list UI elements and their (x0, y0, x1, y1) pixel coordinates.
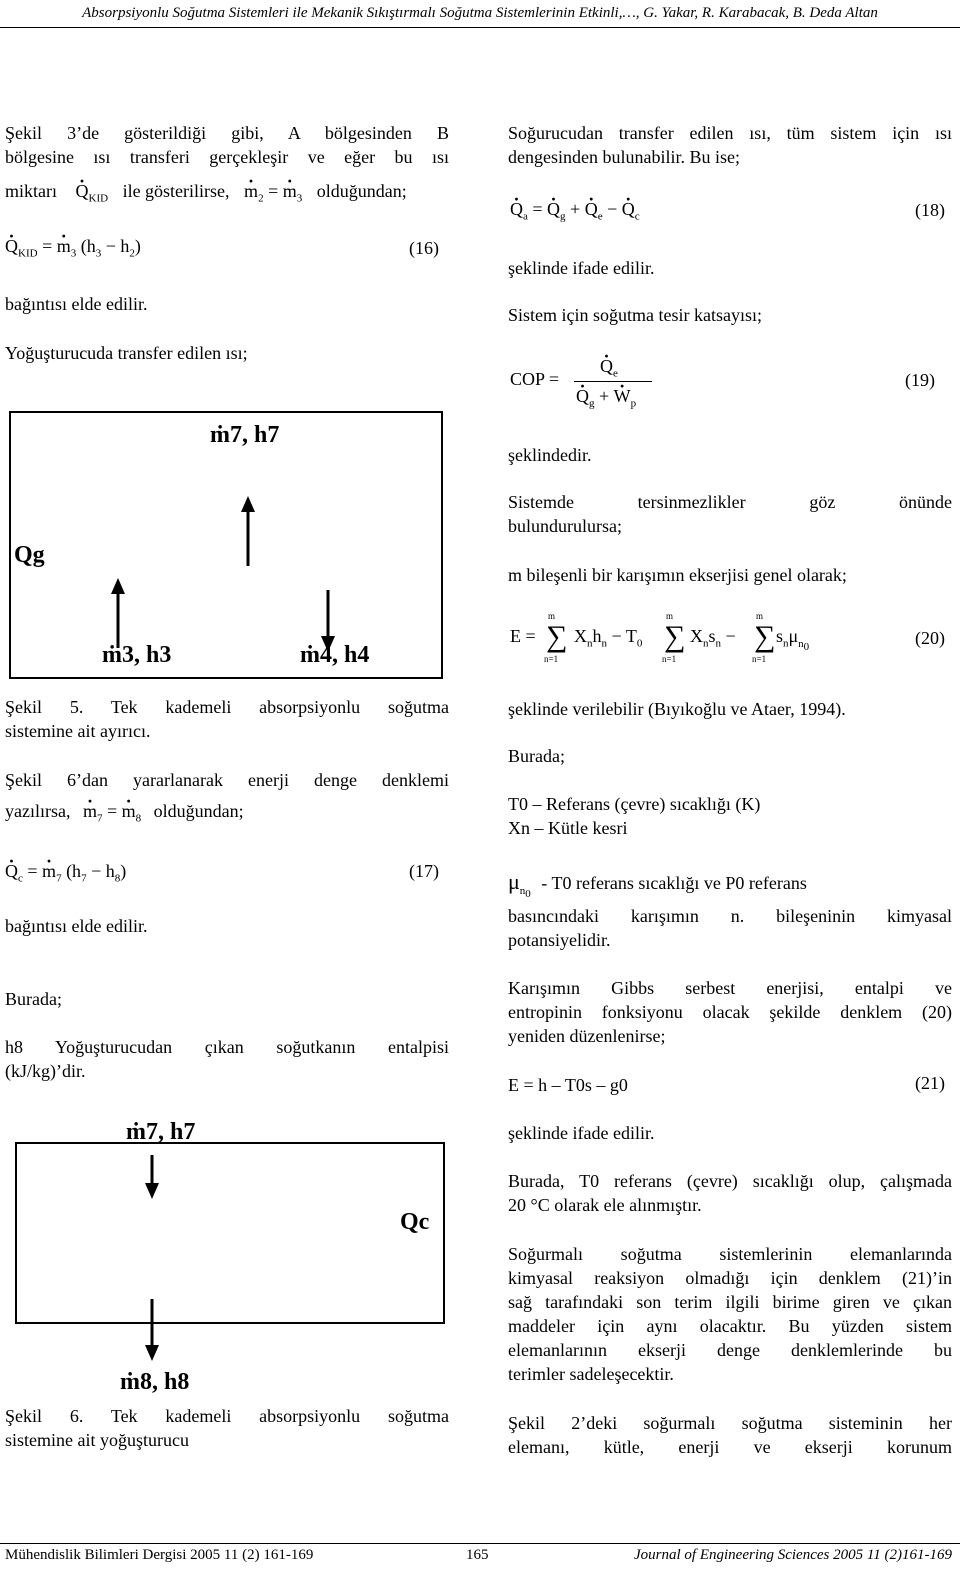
figure-caption: Şekil 5. Tek kademeli absorpsiyonlu soğutma (5, 697, 449, 717)
figure-caption: Şekil 6. Tek kademeli absorpsiyonlu soğutma (5, 1406, 449, 1426)
page-number: 165 (466, 1547, 489, 1563)
paragraph-line: Yoğuşturucuda transfer edilen ısı; (5, 343, 248, 363)
condenser-box (16, 1143, 444, 1323)
cop-label: COP = (510, 369, 560, 389)
paragraph-line: şeklinde verilebilir (Bıyıkoğlu ve Ataer, 1994). (508, 699, 846, 719)
paragraph-line: terimler sadeleşecektir. (508, 1364, 674, 1384)
equation-number: (19) (905, 370, 935, 390)
paragraph-line: Şekil 2’deki soğurmalı soğutma sisteminin her (508, 1413, 952, 1433)
inline-text: miktarı (5, 181, 57, 201)
arrowhead-down-icon (145, 1183, 159, 1199)
paragraph-line: şeklinde ifade edilir. (508, 258, 655, 278)
footer-journal-tr: Mühendislik Bilimleri Dergisi 2005 11 (2) 161-169 (5, 1547, 314, 1563)
paragraph-line: basıncındaki karışımın n. bileşeninin kimyasal (508, 906, 952, 926)
equation-number: (20) (915, 628, 945, 648)
paragraph-line: entropinin fonksiyonu olacak şekilde denklem (20) (508, 1002, 952, 1022)
header-rule (0, 27, 960, 28)
figure-caption: sistemine ait yoğuşturucu (5, 1430, 189, 1450)
separator-box (10, 412, 442, 678)
label-qc: Qc (400, 1209, 430, 1235)
equation-17: · $Q_c$ = · $m_7$ $(h_7 - h_8)$ (5, 861, 126, 885)
paragraph-line: Soğurmalı soğutma sistemlerinin elemanlarında (508, 1244, 952, 1264)
footer-journal-en: Journal of Engineering Sciences 2005 11 (2)161-169 (634, 1547, 952, 1563)
paragraph-line: bölgesine ısı transferi gerçekleşir ve eğer bu ısı (5, 147, 449, 167)
figure-5-diagram (0, 410, 452, 682)
paragraph-line: h8 Yoğuşturucudan çıkan soğutkanın entalpisi (5, 1037, 449, 1057)
running-header (0, 0, 960, 28)
inline-text: yazılırsa, (5, 801, 71, 821)
cop-numerator: · $Q_e$ (600, 356, 618, 380)
paragraph-line: Burada; (5, 989, 62, 1009)
paragraph-line: Şekil 3’de gösterildiği gibi, A bölgesinden B (5, 123, 449, 143)
paragraph-line: miktarı · $Q_{KID}$ ile gösterilirse, · $m_2$ = · $m_3$ olduğundan; (5, 179, 449, 211)
paragraph-line: bağıntısı elde edilir. (5, 294, 148, 314)
arrowhead-down-icon (145, 1345, 159, 1361)
paragraph-line: Sistem için soğutma tesir katsayısı; (508, 305, 762, 325)
paragraph-line: Şekil 6’dan yararlanarak enerji denge denklemi (5, 770, 449, 790)
equation-number: (21) (915, 1073, 945, 1093)
label-m4-h4: ṁ4, h4 (300, 642, 370, 668)
paragraph-line: bulundurulursa; (508, 516, 622, 536)
paragraph-line: m bileşenli bir karışımın ekserjisi genel olarak; (508, 565, 847, 585)
paragraph-line: şeklindedir. (508, 445, 592, 465)
inline-text: olduğundan; (153, 801, 244, 821)
label-m7-h7: ṁ7, h7 (126, 1119, 196, 1145)
paragraph-line: Sistemde tersinmezlikler göz önünde (508, 492, 952, 512)
equation-number: (18) (915, 200, 945, 220)
inline-text: - T0 referans sıcaklığı ve P0 referans (541, 873, 807, 893)
paragraph-line: 20 °C olarak ele alınmıştır. (508, 1195, 702, 1215)
paragraph-line: potansiyelidir. (508, 930, 611, 950)
equation-number: (16) (409, 238, 439, 258)
figure-caption: sistemine ait ayırıcı. (5, 721, 151, 741)
equation-21: E = h – T0s – g0 (508, 1075, 628, 1095)
label-qg: Qg (14, 542, 45, 568)
inline-text: olduğundan; (316, 181, 407, 201)
inline-text: ile gösterilirse, (122, 181, 230, 201)
equation-18: · $Q_a$ = · $Q_g$ + · $Q_e$ − · $Q_c$ (510, 199, 640, 223)
paragraph-line: T0 – Referans (çevre) sıcaklığı (K) (508, 794, 761, 814)
paragraph-line: Xn – Kütle kesri (508, 818, 628, 838)
arrowhead-up-icon (111, 578, 125, 594)
label-m8-h8: ṁ8, h8 (120, 1369, 190, 1393)
equation-16: · $Q_{KID}$ = · $m_3$ $(h_3 - h_2)$ (5, 236, 141, 260)
paragraph-line: dengesinden bulunabilir. Bu ise; (508, 147, 740, 167)
paragraph-line: kimyasal reaksiyon olmadığı için denklem (21)’in (508, 1268, 952, 1288)
paragraph-line: maddeler için aynı olacaktır. Bu yüzden sistem (508, 1316, 952, 1336)
footer-rule (0, 1543, 960, 1544)
label-m7-h7: ṁ7, h7 (210, 422, 280, 448)
paragraph-line: elemanı, kütle, enerji ve ekserji korunum (508, 1437, 952, 1457)
paragraph-line: bağıntısı elde edilir. (5, 916, 148, 936)
paragraph-line: (kJ/kg)’dir. (5, 1061, 86, 1081)
paragraph-line: sağ tarafındaki son terim ilgili birime giren ve çıkan (508, 1292, 952, 1312)
paragraph-line: Karışımın Gibbs serbest enerjisi, entalpi ve (508, 978, 952, 998)
paragraph-line: yeniden düzenlenirse; (508, 1026, 666, 1046)
paragraph-line: Burada, T0 referans (çevre) sıcaklığı olup, çalışmada (508, 1171, 952, 1191)
label-m3-h3: ṁ3, h3 (102, 642, 172, 668)
equation-number: (17) (409, 861, 439, 881)
running-title: Absorpsiyonlu Soğutma Sistemleri ile Mekanik Sıkıştırmalı Soğutma Sistemlerinin Etkinli,…, G. Yakar, R. Karabacak, B. Deda Altan (82, 5, 878, 21)
figure-6-diagram (0, 1103, 452, 1393)
paragraph-line: yazılırsa, · $m_7$ = · $m_8$ olduğundan; (5, 799, 244, 831)
arrowhead-up-icon (241, 496, 255, 512)
paragraph-line: şeklinde ifade edilir. (508, 1123, 655, 1143)
paragraph-line: $\mu_{n_0} - T0$ referans sıcaklığı ve P0 referans (508, 869, 807, 900)
paragraph-line: Burada; (508, 746, 565, 766)
paragraph-line: elemanlarının ekserji denge denklemlerinde bu (508, 1340, 952, 1360)
paragraph-line: Soğurucudan transfer edilen ısı, tüm sistem için ısı (508, 123, 952, 143)
cop-denominator: · $Q_g$ + · $W_p$ (576, 386, 636, 410)
